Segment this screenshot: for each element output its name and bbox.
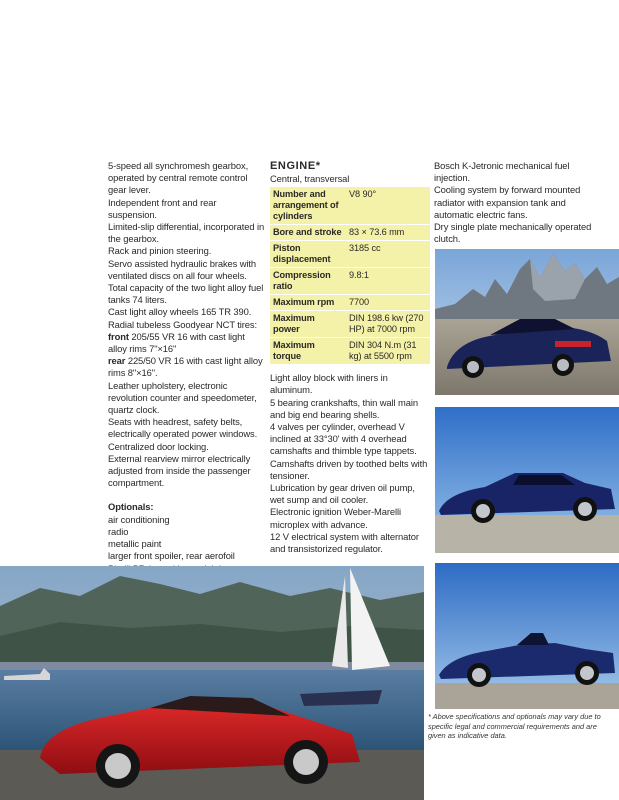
spec-line: Limited-slip differential, incorporated in the gearbox.: [108, 221, 265, 245]
spec-key: Piston displacement: [270, 241, 346, 268]
optional-item: metallic paint: [108, 538, 162, 550]
spec-value: 3185 cc: [346, 241, 430, 268]
table-row: [270, 311, 430, 338]
engine-subtitle: Central, transversal: [270, 173, 350, 184]
table-row: [270, 295, 430, 311]
spec-line: Bosch K-Jetronic mechanical fuel injection.: [434, 160, 570, 184]
engine-line: Camshafts driven by toothed belts with tensioner.: [270, 457, 428, 481]
table-row: [270, 225, 430, 241]
engine-column: [270, 160, 430, 555]
spec-value: DIN 198.6 kw (270 HP) at 7000 rpm: [346, 311, 430, 338]
spec-line: 5-speed all synchromesh gearbox, operated by central remote control gear lever.: [108, 160, 249, 196]
spec-key: Bore and stroke: [270, 225, 346, 241]
spec-key: Maximum power: [270, 311, 346, 338]
rear-text: 225/50 VR 16 with cast light alloy rims 8"×16".: [108, 355, 263, 379]
spec-key: Maximum torque: [270, 338, 346, 365]
fuel-cooling-column: [434, 160, 602, 245]
spec-line: Centralized door locking.: [108, 440, 209, 452]
footnote: * Above specifications and optionals may vary due to specific legal and commercial requirements and are given as indicative data.: [428, 712, 601, 741]
spec-key: Compression ratio: [270, 268, 346, 295]
spec-value: 83 × 73.6 mm: [346, 225, 430, 241]
engine-line: Electronic ignition Weber-Marelli microplex with advance.: [270, 506, 401, 530]
spec-line: Dry single plate mechanically operated clutch.: [434, 221, 592, 245]
spec-line: Radial tubeless Goodyear NCT tires:: [108, 318, 257, 330]
spec-key: Number and arrangement of cylinders: [273, 189, 339, 222]
spec-line: Total capacity of the two light alloy fuel tanks 74 liters.: [108, 282, 264, 306]
blue-car-targa-photo: [435, 563, 619, 709]
blue-car-side-photo: [435, 407, 619, 553]
rear-label: rear: [108, 355, 126, 367]
spec-line: External rearview mirror electrically adjusted from inside the passenger compartment.: [108, 452, 251, 489]
front-tires: [108, 331, 266, 355]
spec-value: V8 90°: [349, 189, 377, 200]
optional-item: air conditioning: [108, 513, 170, 525]
table-row: [270, 241, 430, 268]
engine-line: 12 V electrical system with alternator and transistorized regulator.: [270, 530, 419, 555]
table-row: [270, 268, 430, 295]
engine-title: ENGINE*: [270, 160, 321, 172]
spec-line: Independent front and rear suspension.: [108, 196, 217, 220]
blue-car-mountains-photo: [435, 249, 619, 395]
engine-line: Light alloy block with liners in aluminum.: [270, 372, 388, 396]
rear-tires: [108, 355, 266, 379]
red-car-lake-photo: [0, 566, 424, 800]
table-row: [270, 187, 430, 225]
front-text: 205/55 VR 16 with cast light alloy rims 7"×16": [108, 330, 245, 355]
optionals-title: Optionals:: [108, 501, 154, 513]
chassis-specs-column: [108, 160, 266, 575]
spec-line: Seats with headrest, safety belts, electrically operated power windows.: [108, 416, 258, 440]
spec-line: Rack and pinion steering.: [108, 245, 212, 257]
spec-line: Cast light alloy wheels 165 TR 390.: [108, 306, 252, 318]
spec-line: Leather upholstery, electronic revolution counter and speedometer, quartz clock.: [108, 379, 257, 416]
table-row: [270, 338, 430, 365]
engine-line: 4 valves per cylinder, overhead V inclined at 33°30' with 4 overhead camshafts and thimble type tappets.: [270, 421, 417, 457]
engine-line: Lubrication by gear driven oil pump, wet sump and oil cooler.: [270, 482, 415, 506]
spec-value: 9.8:1: [346, 268, 430, 295]
optional-item: radio: [108, 525, 129, 537]
spec-key: Maximum rpm: [270, 295, 346, 311]
spec-value: 7700: [346, 295, 430, 311]
spec-line: Servo assisted hydraulic brakes with ventilated discs on all four wheels.: [108, 257, 257, 281]
engine-line: 5 bearing crankshafts, thin wall main and big end bearing shells.: [270, 396, 418, 420]
optional-item: larger front spoiler, rear aerofoil: [108, 550, 235, 562]
spec-value: DIN 304 N.m (31 kg) at 5500 rpm: [346, 338, 430, 365]
front-label: front: [108, 330, 129, 342]
engine-spec-table: [270, 187, 430, 364]
spec-line: Cooling system by forward mounted radiator with expansion tank and automatic electric fans.: [434, 184, 581, 220]
